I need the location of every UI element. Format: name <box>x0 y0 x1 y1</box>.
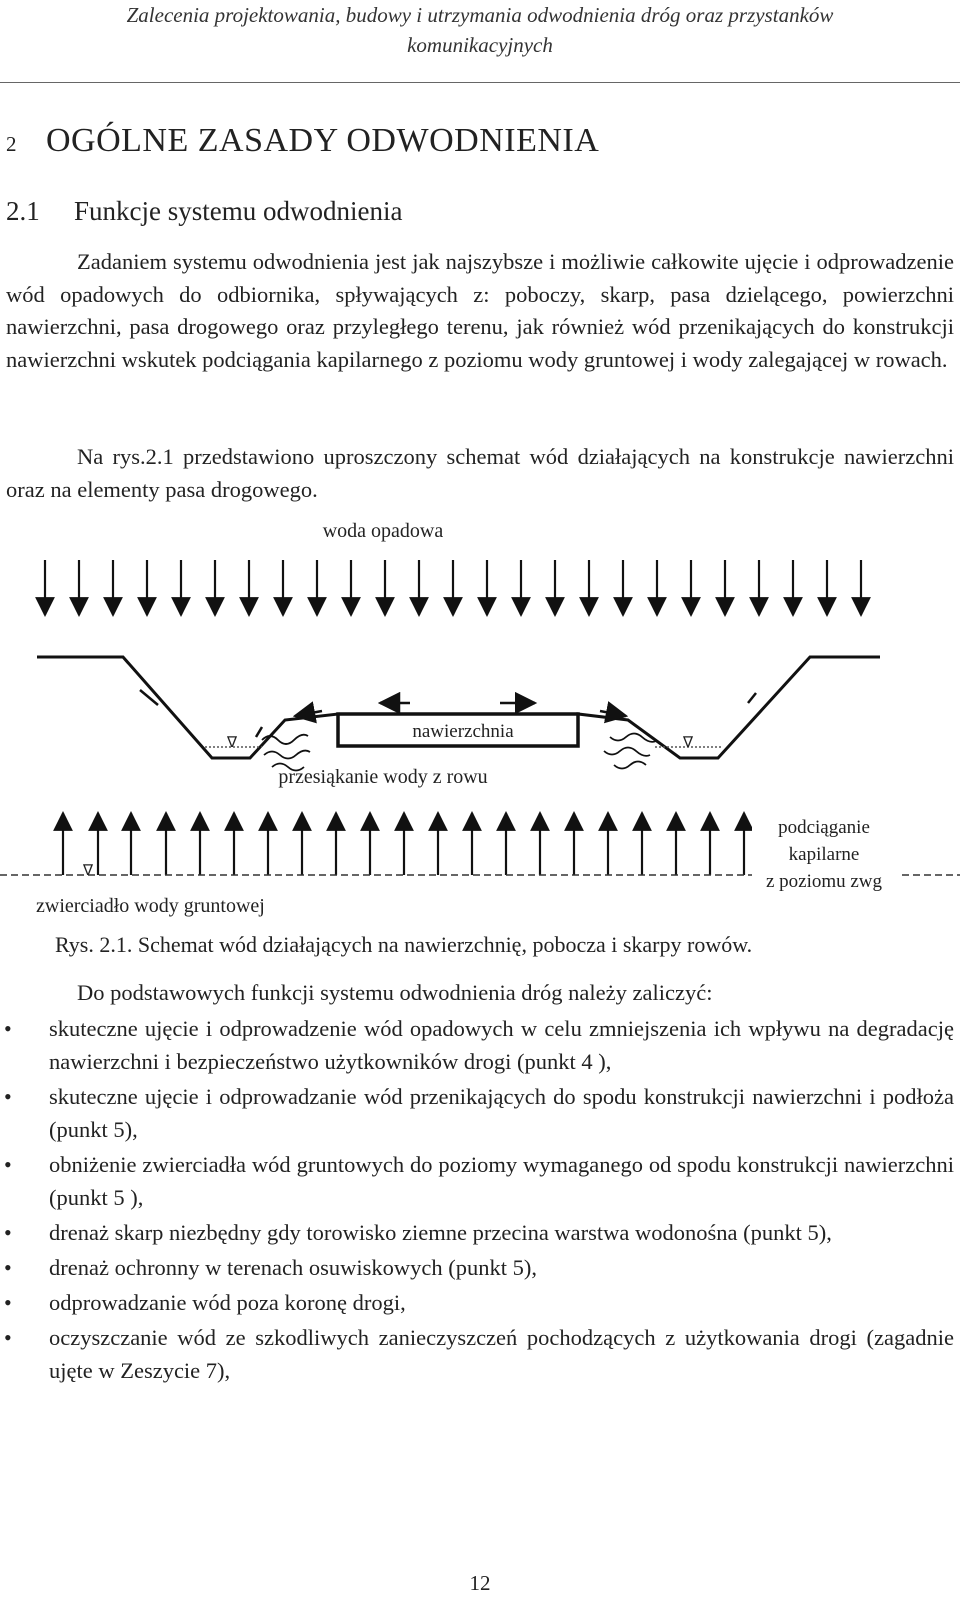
list-item: • skuteczne ujęcie i odprowadzenie wód opadowych w celu zmniejszenia ich wpływu na degradację nawierzchni i bezpieczeństwo użytkowników drogi (punkt 4 ), <box>0 1012 960 1078</box>
bullet-icon: • <box>4 1084 12 1109</box>
section-number: 2 <box>6 132 17 156</box>
capillary-arrows <box>63 813 744 875</box>
running-header-line1: Zalecenia projektowania, budowy i utrzymania odwodnienia dróg oraz przystanków <box>126 3 834 27</box>
paragraph-intro: Zadaniem systemu odwodnienia jest jak najszybsze i możliwie całkowite ujęcie i odprowadzenie wód opadowych do odbiornika, spływających z: poboczy, skarp, pasa dzielącego, powierzchni nawierzchni, pasa drogowego oraz przyległego terenu, jak również wód przenikających do konstrukcji nawierzchni wskutek podciągania kapilarnego z poziomu wody gruntowej i wody zalegającej w rowach. <box>6 249 954 372</box>
groundwater-label: zwierciadło wody gruntowej <box>36 895 265 917</box>
drainage-diagram <box>0 515 960 925</box>
section-heading <box>6 122 599 160</box>
capillary-label-line3: z poziomu zwg <box>765 871 883 892</box>
bullet-icon: • <box>4 1220 12 1245</box>
bullet-icon: • <box>4 1255 12 1280</box>
bullet-icon: • <box>4 1152 12 1177</box>
paragraph-figure-ref: Na rys.2.1 przedstawiono uproszczony schemat wód działających na konstrukcje nawierzchni oraz na elementy pasa drogowego. <box>6 444 954 502</box>
list-item: • obniżenie zwierciadła wód gruntowych do poziomy wymaganego od spodu konstrukcji nawierzchni (punkt 5 ), <box>0 1148 960 1214</box>
bullet-icon: • <box>4 1016 12 1041</box>
running-header-line2: komunikacyjnych <box>407 33 553 57</box>
capillary-label-line2: kapilarne <box>788 844 860 865</box>
groundwater-water-symbol: ∇ <box>82 863 94 879</box>
subsection-number: 2.1 <box>6 196 40 226</box>
pavement-label: nawierzchnia <box>412 721 514 742</box>
page-number: 12 <box>469 1571 491 1595</box>
bullet-icon: • <box>4 1325 12 1350</box>
list-item: • drenaż ochronny w terenach osuwiskowych (punkt 5), <box>0 1251 960 1284</box>
running-header <box>0 0 960 60</box>
list-item: • odprowadzanie wód poza koronę drogi, <box>0 1286 960 1319</box>
ditch-water-symbol-right: ∇ <box>682 735 694 751</box>
paragraph-list-intro: Do podstawowych funkcji systemu odwodnienia dróg należy zaliczyć: <box>77 980 713 1005</box>
rain-arrows <box>45 560 861 615</box>
subsection-heading <box>6 196 402 227</box>
function-list <box>0 1012 960 1389</box>
section-title: OGÓLNE ZASADY ODWODNIENIA <box>46 122 600 159</box>
list-item: • drenaż skarp niezbędny gdy torowisko ziemne przecina warstwa wodonośna (punkt 5), <box>0 1216 960 1249</box>
rain-label: woda opadowa <box>322 520 444 542</box>
bullet-icon: • <box>4 1290 12 1315</box>
subsection-title: Funkcje systemu odwodnienia <box>74 196 403 226</box>
seepage-label: przesiąkanie wody z rowu <box>278 766 488 788</box>
list-item: • oczyszczanie wód ze szkodliwych zanieczyszczeń pochodzących z użytkowania drogi (zagadnie ujęte w Zeszycie 7), <box>0 1321 960 1387</box>
capillary-label-line1: podciąganie <box>778 817 870 838</box>
ditch-water-symbol-left: ∇ <box>226 735 238 751</box>
list-item: • skuteczne ujęcie i odprowadzanie wód przenikających do spodu konstrukcji nawierzchni i podłoża (punkt 5), <box>0 1080 960 1146</box>
figure-caption: Rys. 2.1. Schemat wód działających na nawierzchnię, pobocza i skarpy rowów. <box>55 932 753 957</box>
header-divider <box>0 82 960 83</box>
